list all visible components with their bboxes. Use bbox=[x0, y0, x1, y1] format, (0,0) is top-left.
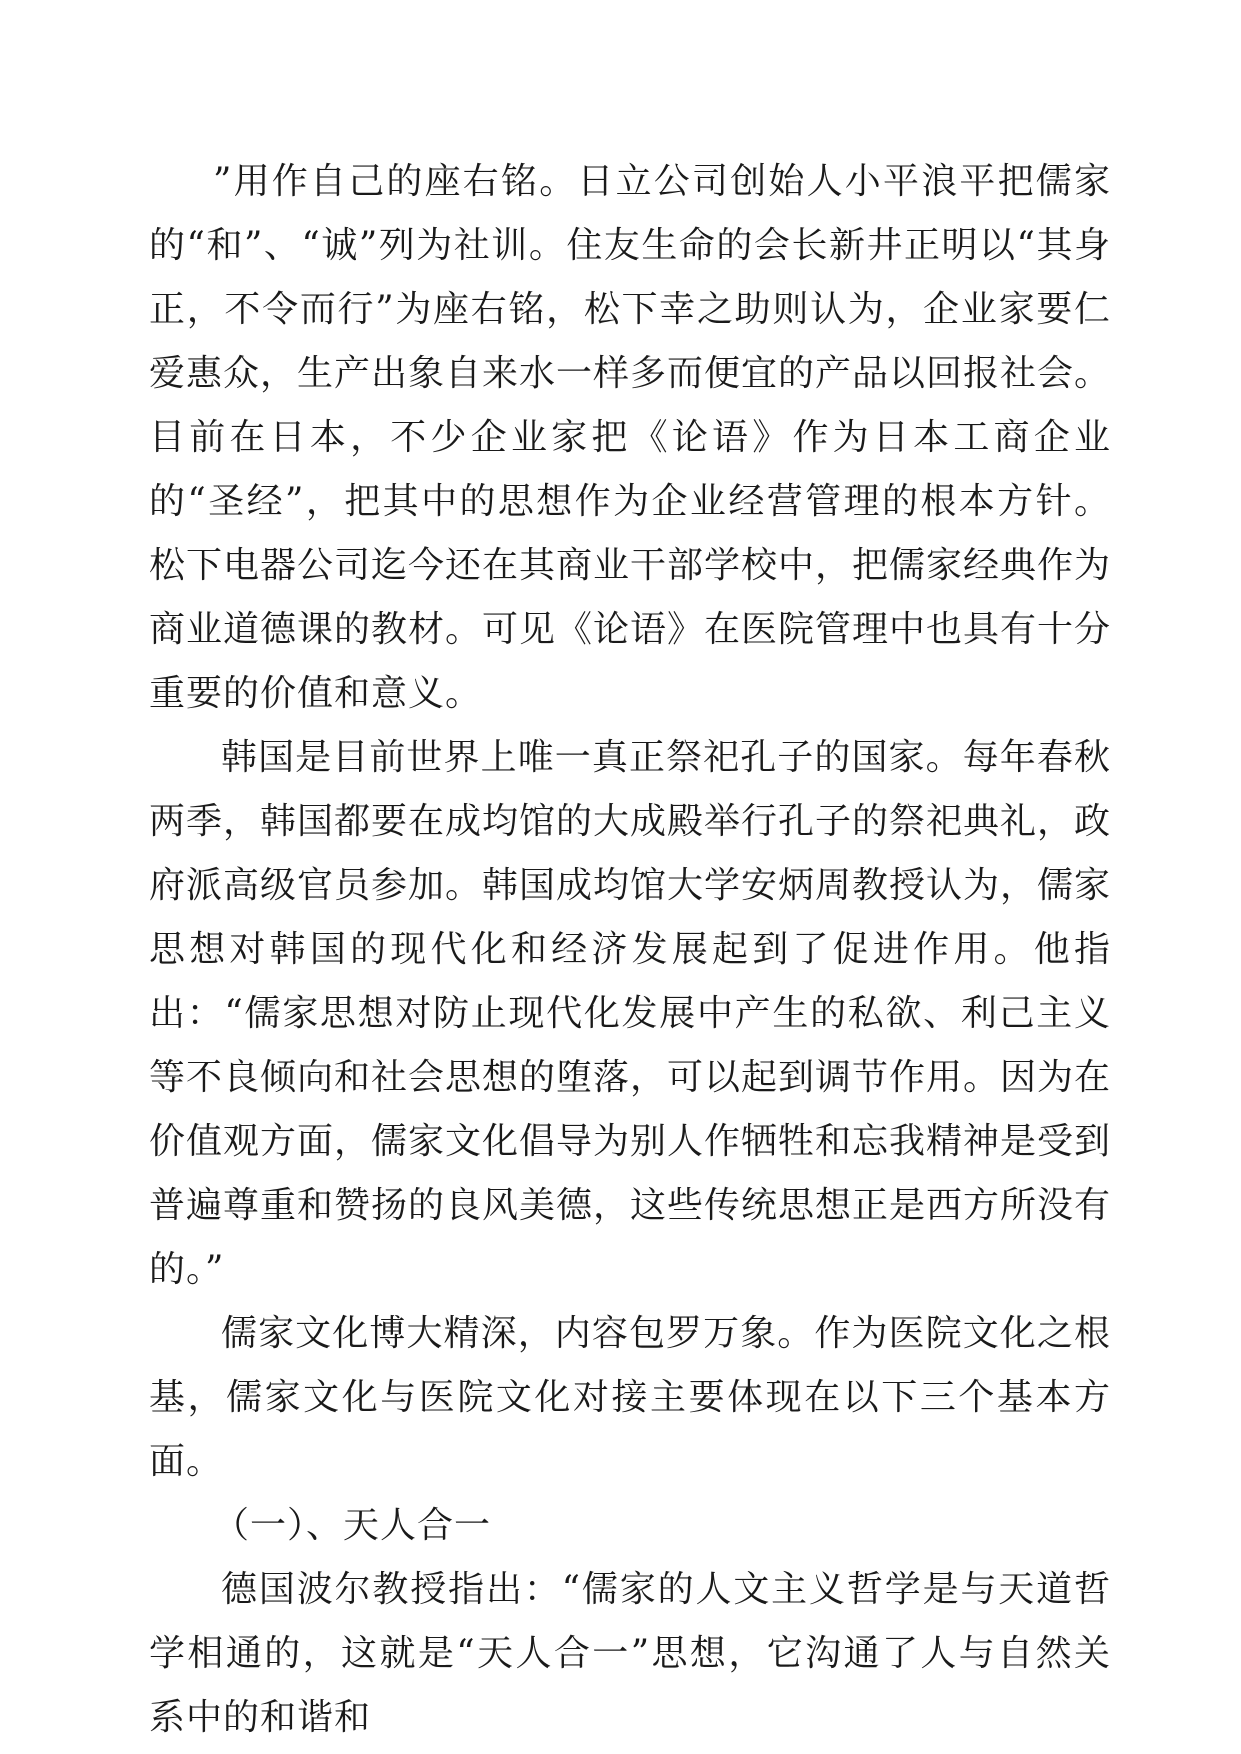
paragraph-japan-confucian-management: ”用作自己的座右铭。日立公司创始人小平浪平把儒家的“和”、“诚”列为社训。住友生命的会长新井正明以“其身正，不令而行”为座右铭，松下幸之助则认为，企业家要仁爱惠众，生产出象自来水一样多而便宜的产品以回报社会。目前在日本，不少企业家把《论语》作为日本工商企业的“圣经”，把其中的思想作为企业经营管理的根本方针。松下电器公司迄今还在其商业干部学校中，把儒家经典作为商业道德课的教材。可见《论语》在医院管理中也具有十分重要的价值和意义。 bbox=[149, 161, 1112, 714]
paragraph-tian-ren-he-yi: 德国波尔教授指出：“儒家的人文主义哲学是与天道哲学相通的，这就是“天人合一”思想，它沟通了人与自然关系中的和谐和 bbox=[149, 1569, 1111, 1738]
paragraph-culture-intro: 儒家文化博大精深，内容包罗万象。作为医院文化之根基，儒家文化与医院文化对接主要体现在以下三个基本方面。 bbox=[149, 1313, 1111, 1482]
paragraph-korea-confucius-ritual: 韩国是目前世界上唯一真正祭祀孔子的国家。每年春秋两季，韩国都要在成均馆的大成殿举行孔子的祭祀典礼，政府派高级官员参加。韩国成均馆大学安炳周教授认为，儒家思想对韩国的现代化和经济发展起到了促进作用。他指出：“儒家思想对防止现代化发展中产生的私欲、利己主义等不良倾向和社会思想的堕落，可以起到调节作用。因为在价值观方面，儒家文化倡导为别人作牺牲和忘我精神是受到普遍尊重和赞扬的良风美德，这些传统思想正是西方所没有的。” bbox=[149, 737, 1112, 1290]
document-page bbox=[149, 150, 1111, 1750]
section-heading: （一）、天人合一 bbox=[213, 1505, 492, 1546]
